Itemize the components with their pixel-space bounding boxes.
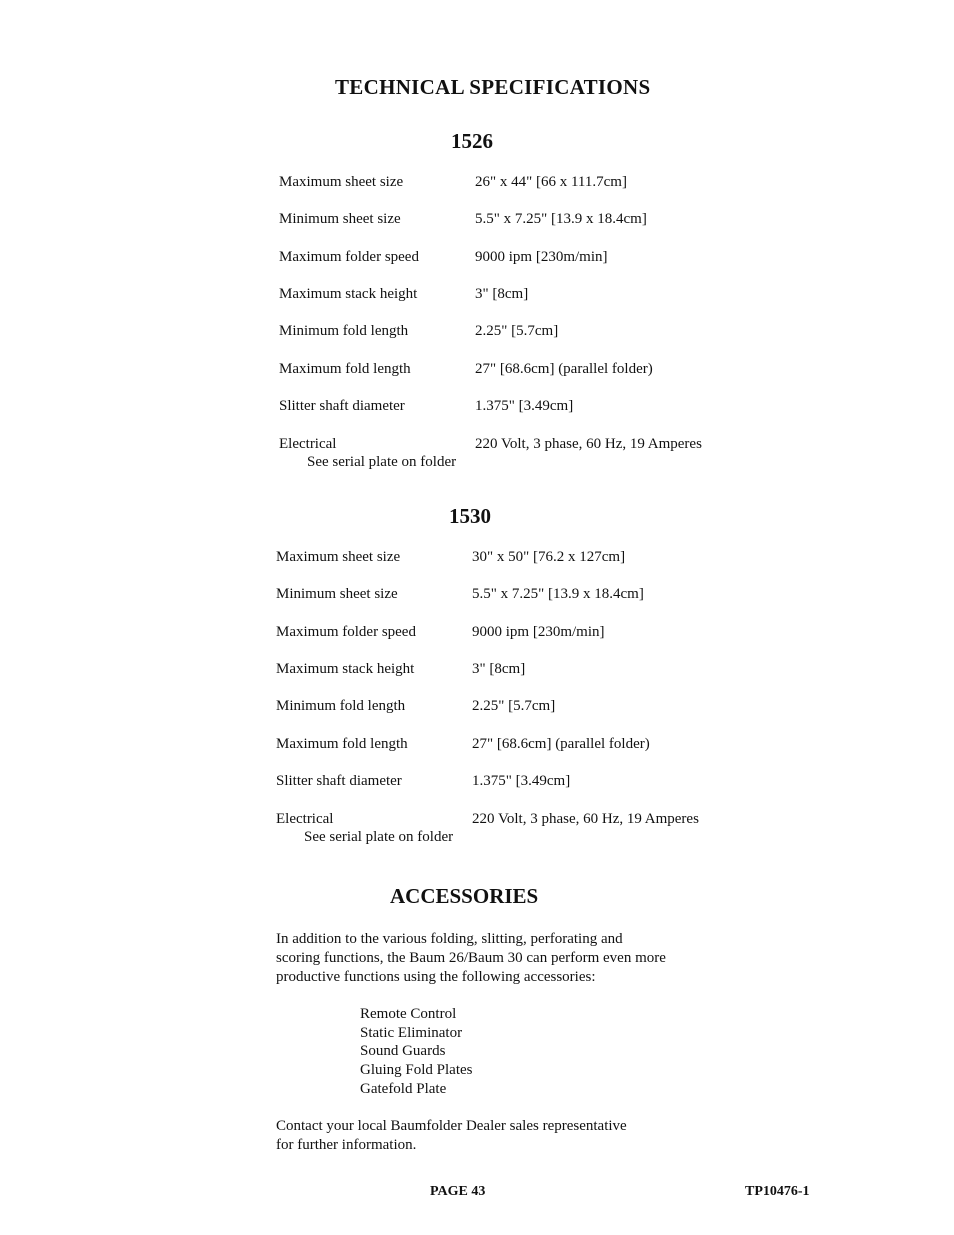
intro-line: scoring functions, the Baum 26/Baum 30 can perform even more — [276, 950, 666, 966]
spec-value: 30" x 50" [76.2 x 127cm] — [472, 549, 626, 565]
spec-value: 2.25" [5.7cm] — [475, 323, 559, 339]
list-item: Static Eliminator — [360, 1024, 463, 1041]
spec-row — [279, 286, 739, 306]
spec-row — [279, 361, 739, 381]
spec-value: 220 Volt, 3 phase, 60 Hz, 19 Amperes — [472, 811, 699, 827]
spec-row — [276, 586, 736, 606]
spec-row — [276, 773, 736, 793]
spec-value: 5.5" x 7.25" [13.9 x 18.4cm] — [472, 586, 644, 602]
page-title: TECHNICAL SPECIFICATIONS — [335, 75, 651, 99]
list-item: Gatefold Plate — [360, 1080, 447, 1097]
spec-label: Slitter shaft diameter — [276, 773, 402, 789]
spec-label: Minimum sheet size — [276, 586, 398, 602]
spec-label: Maximum fold length — [276, 736, 408, 752]
spec-row — [276, 698, 736, 718]
spec-row — [279, 174, 739, 194]
spec-value: 5.5" x 7.25" [13.9 x 18.4cm] — [475, 211, 647, 227]
accessories-heading: ACCESSORIES — [390, 884, 539, 908]
spec-row — [276, 736, 736, 756]
spec-note: See serial plate on folder — [307, 454, 457, 470]
model-heading-1526: 1526 — [451, 129, 493, 153]
list-item: Sound Guards — [360, 1043, 446, 1060]
spec-note: See serial plate on folder — [304, 829, 454, 845]
spec-value: 27" [68.6cm] (parallel folder) — [472, 736, 650, 752]
spec-value: 1.375" [3.49cm] — [472, 773, 571, 789]
spec-value: 220 Volt, 3 phase, 60 Hz, 19 Amperes — [475, 436, 702, 452]
spec-label: Maximum stack height — [279, 286, 418, 302]
spec-label: Electrical — [276, 811, 334, 827]
spec-label: Maximum folder speed — [276, 624, 416, 640]
spec-row — [279, 436, 739, 470]
spec-label: Maximum sheet size — [279, 174, 404, 190]
spec-value: 26" x 44" [66 x 111.7cm] — [475, 174, 627, 190]
spec-value: 27" [68.6cm] (parallel folder) — [475, 361, 653, 377]
spec-label: Minimum fold length — [276, 698, 406, 714]
accessories-intro — [276, 930, 666, 987]
contact-line: for further information. — [276, 1137, 417, 1153]
spec-value: 2.25" [5.7cm] — [472, 698, 556, 714]
spec-label: Maximum sheet size — [276, 549, 401, 565]
spec-row — [279, 249, 739, 269]
document-id: TP10476-1 — [745, 1184, 810, 1199]
list-item: Gluing Fold Plates — [360, 1062, 473, 1079]
spec-value: 9000 ipm [230m/min] — [472, 624, 605, 640]
spec-label: Electrical — [279, 436, 337, 452]
spec-label: Maximum folder speed — [279, 249, 419, 265]
spec-label: Slitter shaft diameter — [279, 398, 405, 414]
spec-value: 3" [8cm] — [472, 661, 526, 677]
page-number: PAGE 43 — [430, 1184, 486, 1199]
spec-label: Minimum fold length — [279, 323, 409, 339]
spec-value: 3" [8cm] — [475, 286, 529, 302]
spec-value: 1.375" [3.49cm] — [475, 398, 574, 414]
spec-row — [279, 323, 739, 343]
spec-row — [279, 398, 739, 418]
spec-row — [279, 211, 739, 231]
spec-row — [276, 661, 736, 681]
model-heading-1530: 1530 — [449, 504, 491, 528]
spec-row — [276, 549, 736, 569]
contact-paragraph — [276, 1117, 627, 1155]
intro-line: In addition to the various folding, slitting, perforating and — [276, 931, 623, 947]
spec-row — [276, 624, 736, 644]
list-item: Remote Control — [360, 1006, 457, 1022]
contact-line: Contact your local Baumfolder Dealer sales representative — [276, 1118, 627, 1134]
accessories-list — [360, 1005, 473, 1099]
spec-label: Maximum fold length — [279, 361, 411, 377]
intro-line: productive functions using the following accessories: — [276, 969, 596, 985]
spec-row — [276, 811, 736, 845]
spec-value: 9000 ipm [230m/min] — [475, 249, 608, 265]
spec-label: Maximum stack height — [276, 661, 415, 677]
spec-label: Minimum sheet size — [279, 211, 401, 227]
